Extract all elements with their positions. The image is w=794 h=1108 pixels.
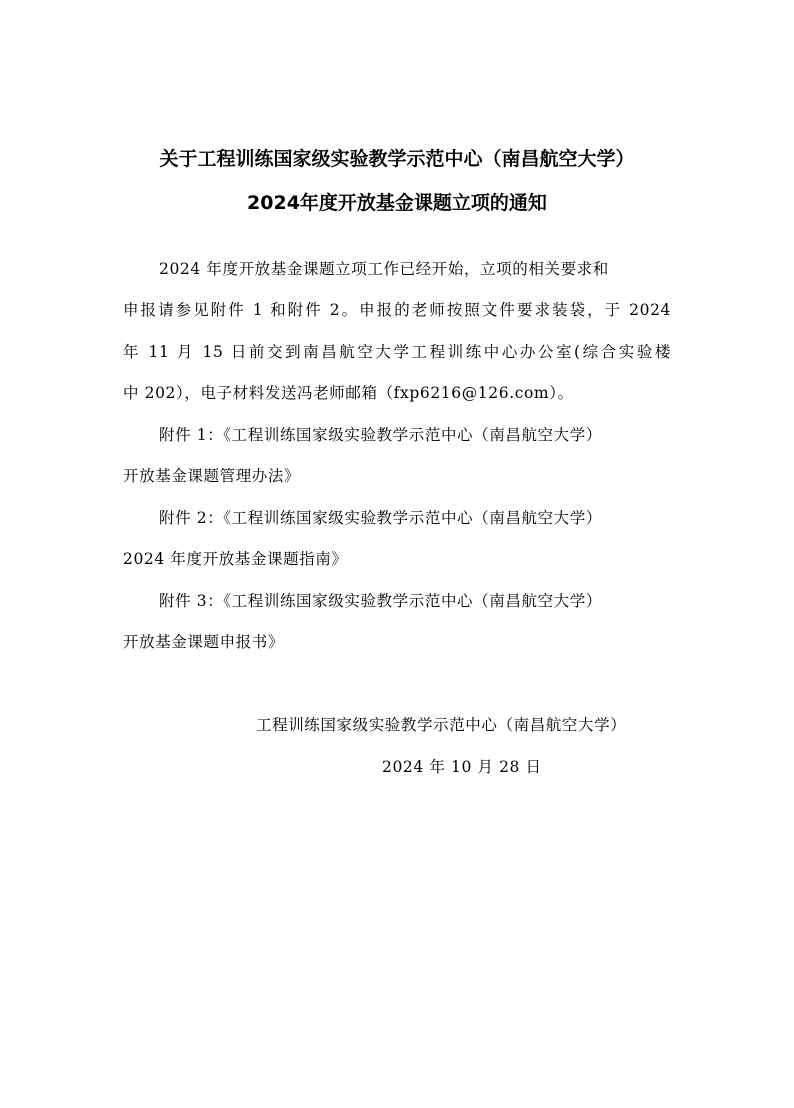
body-paragraph-line-3: 年 11 月 15 日前交到南昌航空大学工程训练中心办公室(综合实验楼 bbox=[123, 343, 671, 361]
attachment-2-line-2: 2024 年度开放基金课题指南》 bbox=[123, 550, 348, 568]
attachment-1-line-2: 开放基金课题管理办法》 bbox=[123, 467, 301, 485]
attachment-1-line-1: 附件 1：《工程训练国家级实验教学示范中心（南昌航空大学） bbox=[159, 426, 602, 444]
document-title-line-1: 关于工程训练国家级实验教学示范中心（南昌航空大学） bbox=[159, 148, 635, 170]
signature-organization: 工程训练国家级实验教学示范中心（南昌航空大学） bbox=[256, 716, 627, 734]
document-title-line-2: 2024年度开放基金课题立项的通知 bbox=[247, 192, 547, 214]
attachment-2-line-1: 附件 2：《工程训练国家级实验教学示范中心（南昌航空大学） bbox=[159, 509, 602, 527]
body-paragraph-line-1: 2024 年度开放基金课题立项工作已经开始，立项的相关要求和 bbox=[159, 260, 609, 278]
signature-date: 2024 年 10 月 28 日 bbox=[382, 758, 542, 776]
body-paragraph-line-2: 申报请参见附件 1 和附件 2。申报的老师按照文件要求装袋，于 2024 bbox=[123, 301, 671, 319]
attachment-3-line-1: 附件 3：《工程训练国家级实验教学示范中心（南昌航空大学） bbox=[159, 592, 602, 610]
attachment-3-line-2: 开放基金课题申报书》 bbox=[123, 633, 285, 651]
body-paragraph-line-4: 中 202），电子材料发送冯老师邮箱（fxp6216@126.com）。 bbox=[123, 384, 574, 402]
